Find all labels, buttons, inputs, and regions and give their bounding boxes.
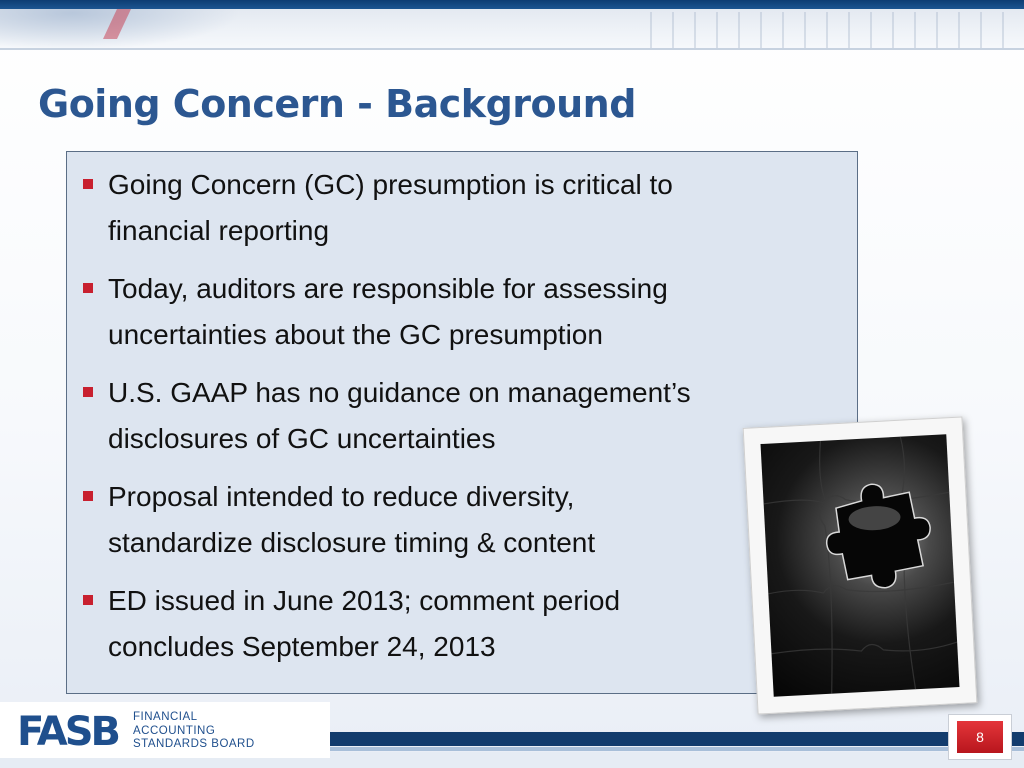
bullet-marker-icon bbox=[83, 491, 93, 501]
content-box bbox=[66, 151, 858, 694]
bullet-marker-icon bbox=[83, 595, 93, 605]
banner-divider bbox=[0, 48, 1024, 50]
slide-title: Going Concern - Background bbox=[38, 82, 636, 126]
bullet-item bbox=[83, 266, 847, 358]
banner-decoration-chart bbox=[650, 12, 1020, 48]
page-number: 8 bbox=[957, 721, 1003, 753]
footer-bar-accent bbox=[250, 747, 1024, 751]
bullet-line: ED issued in June 2013; comment period bbox=[108, 585, 621, 616]
bullet-list bbox=[67, 152, 857, 670]
bullet-line: uncertainties about the GC presumption bbox=[108, 319, 603, 350]
top-banner-bar bbox=[0, 0, 1024, 9]
puzzle-photo-frame bbox=[743, 416, 978, 714]
bullet-item bbox=[83, 370, 847, 462]
top-banner bbox=[0, 0, 1024, 50]
bullet-marker-icon bbox=[83, 387, 93, 397]
org-line: ACCOUNTING bbox=[133, 724, 216, 737]
footer-bar bbox=[250, 732, 1024, 746]
page-number-box bbox=[948, 714, 1012, 760]
bullet-line: financial reporting bbox=[108, 215, 330, 246]
puzzle-piece-photo bbox=[761, 434, 960, 696]
bullet-item bbox=[83, 578, 847, 670]
bullet-line: Proposal intended to reduce diversity, bbox=[108, 481, 575, 512]
fasb-logo-mark: FASB bbox=[17, 709, 118, 755]
bullet-item bbox=[83, 162, 847, 254]
org-line: STANDARDS BOARD bbox=[133, 738, 255, 750]
bullet-line: U.S. GAAP has no guidance on management’s bbox=[108, 377, 691, 408]
org-line: FINANCIAL bbox=[133, 711, 198, 723]
bullet-line: Going Concern (GC) presumption is critical to bbox=[108, 169, 673, 200]
bullet-line: concludes September 24, 2013 bbox=[108, 631, 496, 662]
bullet-line: Today, auditors are responsible for assessing bbox=[108, 273, 668, 304]
bullet-marker-icon bbox=[83, 283, 93, 293]
bullet-marker-icon bbox=[83, 179, 93, 189]
bullet-item bbox=[83, 474, 847, 566]
puzzle-piece-icon bbox=[761, 434, 960, 696]
fasb-logo bbox=[0, 702, 330, 758]
bullet-line: disclosures of GC uncertainties bbox=[108, 423, 496, 454]
footer bbox=[0, 700, 1024, 768]
bullet-line: standardize disclosure timing & content bbox=[108, 527, 596, 558]
fasb-logo-text bbox=[133, 711, 255, 752]
